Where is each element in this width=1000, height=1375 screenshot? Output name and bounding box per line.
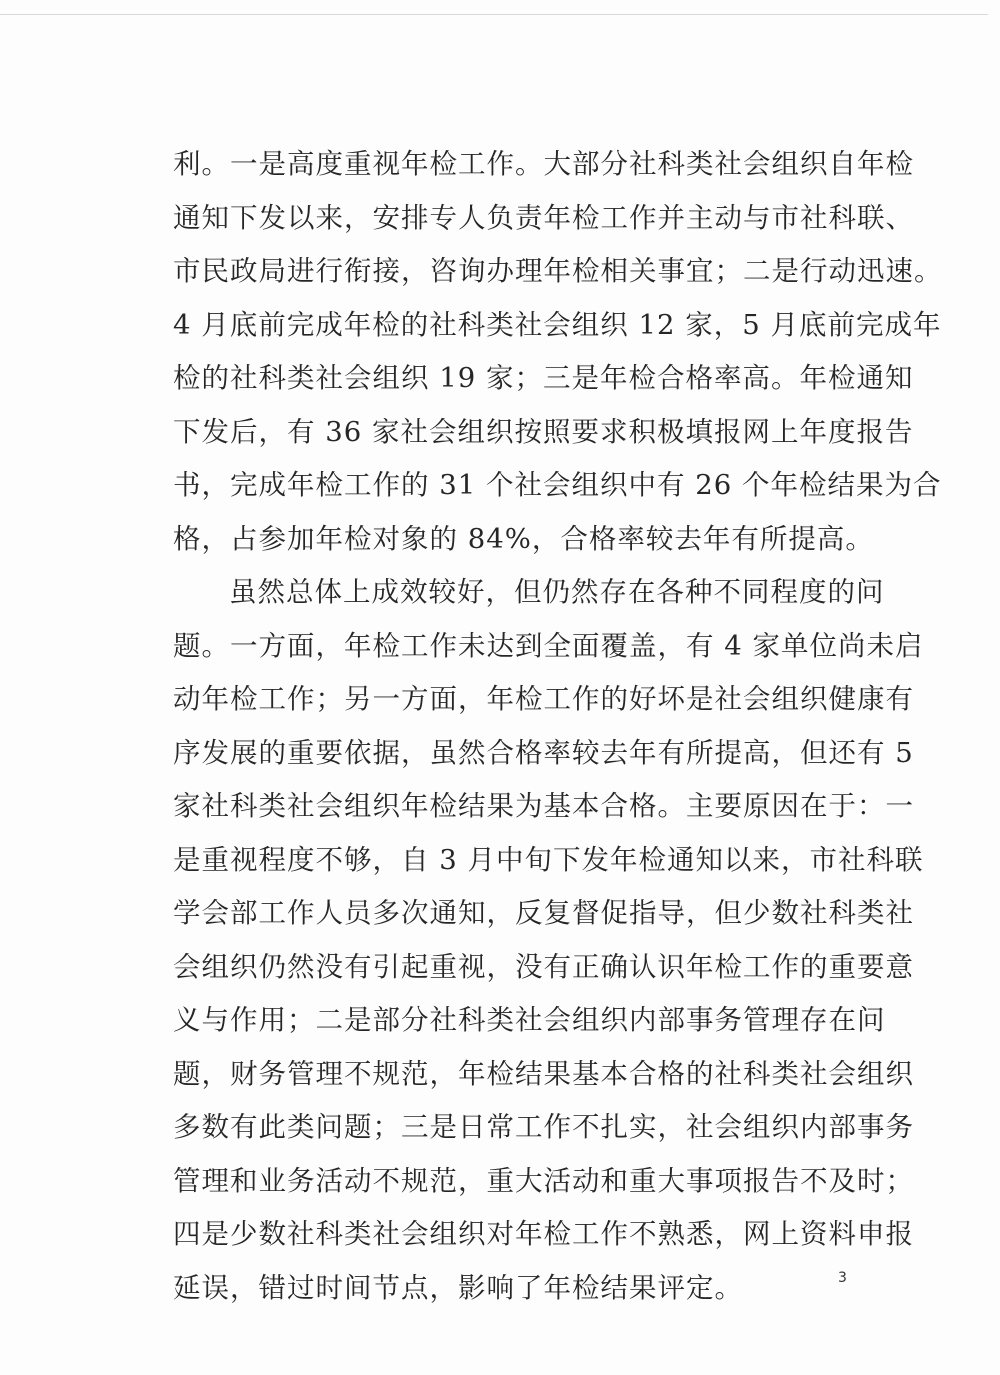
text-line: 市民政局进行衔接，咨询办理年检相关事宜；二是行动迅速。 xyxy=(173,255,943,287)
text-line: 四是少数社科类社会组织对年检工作不熟悉，网上资料申报 xyxy=(173,1218,914,1250)
text-line: 多数有此类问题；三是日常工作不扎实，社会组织内部事务 xyxy=(173,1111,914,1143)
text-line: 义与作用；二是部分社科类社会组织内部事务管理存在问 xyxy=(173,1004,886,1036)
text-line: 检的社科类社会组织 19 家；三是年检合格率高。年检通知 xyxy=(173,362,914,394)
text-line: 利。一是高度重视年检工作。大部分社科类社会组织自年检 xyxy=(173,148,914,180)
paragraph-first-line: 虽然总体上成效较好，但仍然存在各种不同程度的问 xyxy=(229,576,885,608)
text-line: 题，财务管理不规范，年检结果基本合格的社科类社会组织 xyxy=(173,1057,914,1090)
text-line: 书，完成年检工作的 31 个社会组织中有 26 个年检结果为合 xyxy=(173,469,942,501)
text-line: 格，占参加年检对象的 84%，合格率较去年有所提高。 xyxy=(173,522,874,555)
text-line: 4 月底前完成年检的社科类社会组织 12 家，5 月底前完成年 xyxy=(173,308,942,341)
text-line: 学会部工作人员多次通知，反复督促指导，但少数社科类社 xyxy=(173,897,914,929)
text-line: 家社科类社会组织年检结果为基本合格。主要原因在于：一 xyxy=(173,790,914,822)
page-number: 3 xyxy=(838,1270,847,1286)
text-line: 动年检工作；另一方面，年检工作的好坏是社会组织健康有 xyxy=(173,683,914,715)
text-line: 管理和业务活动不规范，重大活动和重大事项报告不及时； xyxy=(173,1164,914,1197)
text-line: 通知下发以来，安排专人负责年检工作并主动与市社科联、 xyxy=(173,201,914,234)
text-line: 会组织仍然没有引起重视，没有正确认识年检工作的重要意 xyxy=(173,950,914,983)
text-line: 是重视程度不够，自 3 月中旬下发年检通知以来，市社科联 xyxy=(173,843,924,876)
body-text xyxy=(173,138,943,1315)
text-line: 序发展的重要依据，虽然合格率较去年有所提高，但还有 5 xyxy=(173,736,914,769)
text-line: 延误，错过时间节点，影响了年检结果评定。 xyxy=(173,1271,743,1304)
text-line: 下发后，有 36 家社会组织按照要求积极填报网上年度报告 xyxy=(173,415,914,448)
top-border-line xyxy=(0,14,988,15)
text-line: 题。一方面，年检工作未达到全面覆盖，有 4 家单位尚未启 xyxy=(173,629,924,662)
